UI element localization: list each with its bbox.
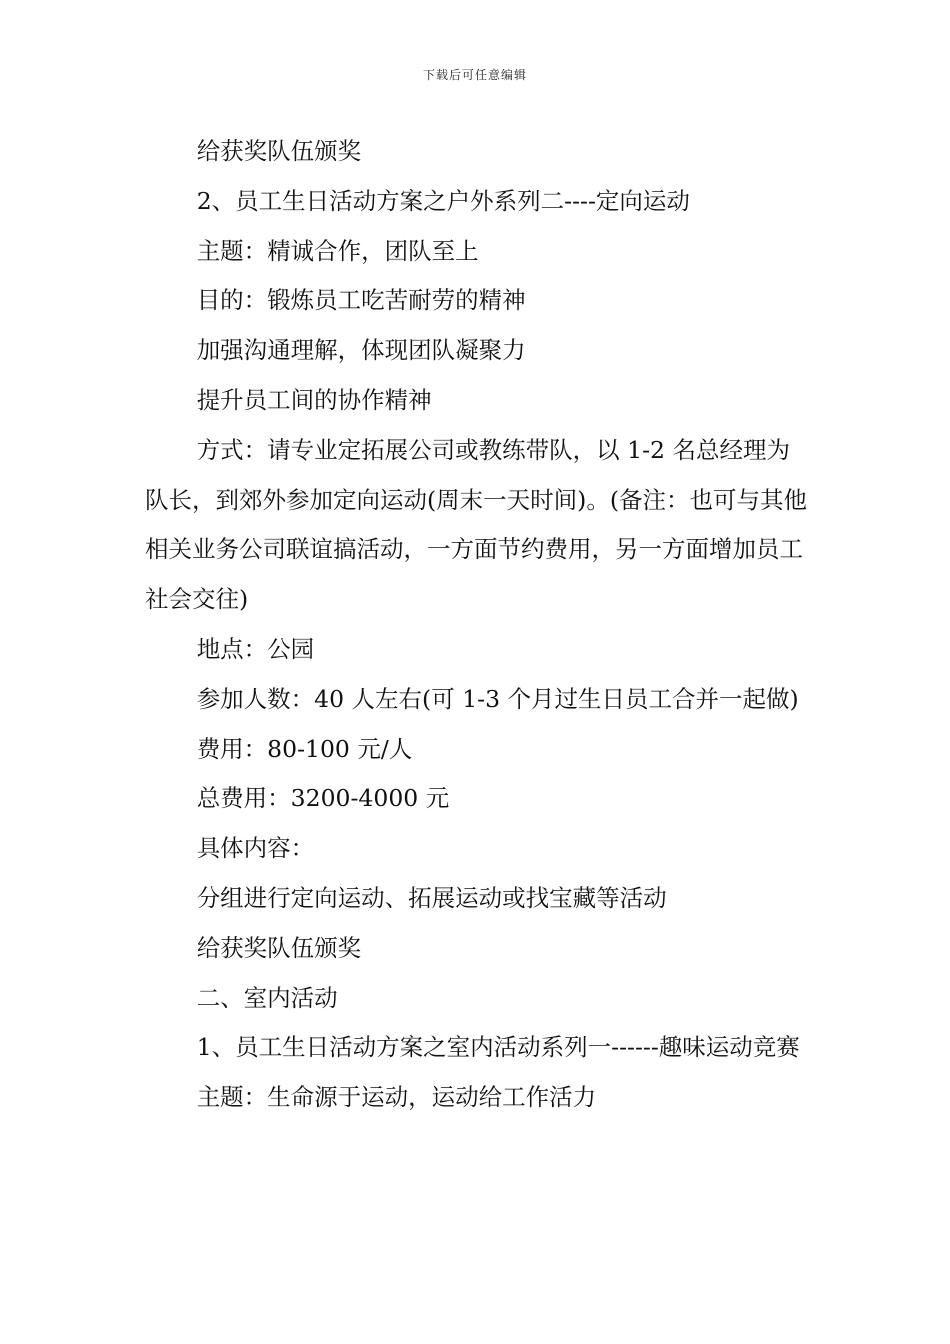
paragraph-award: 给获奖队伍颁奖 (196, 137, 362, 165)
paragraph-location: 地点：公园 (196, 634, 315, 663)
paragraph-cost: 费用：80-100 元/人 (196, 734, 413, 763)
paragraph-cooperation: 提升员工间的协作精神 (196, 385, 432, 414)
paragraph-indoor-theme: 主题：生命源于运动，运动给工作活力 (196, 1083, 597, 1112)
paragraph-method: 方式：请专业定拓展公司或教练带队，以 1-2 名总经理为队长，到郊外参加定向运动(周末一天时间)。(备注：也可与其他相关业务公司联谊搞活动，一方面节约费用，另一方面增加员工社会交往) (145, 435, 808, 614)
document-body (145, 127, 810, 1123)
paragraph-theme: 主题：精诚合作，团队至上 (196, 236, 479, 265)
paragraph-total-cost: 总费用：3200-4000 元 (196, 784, 450, 813)
paragraph-communication: 加强沟通理解，体现团队凝聚力 (196, 336, 526, 365)
paragraph-participants: 参加人数：40 人左右(可 1-3 个月过生日员工合并一起做) (196, 684, 799, 713)
page-header: 下载后可任意编辑 (422, 68, 527, 82)
paragraph-outdoor-series-two: 2、员工生日活动方案之户外系列二----定向运动 (196, 186, 690, 215)
paragraph-content-heading: 具体内容： (196, 834, 315, 863)
paragraph-indoor-heading: 二、室内活动 (196, 983, 338, 1012)
paragraph-award-2: 给获奖队伍颁奖 (196, 933, 362, 962)
paragraph-indoor-series-one: 1、员工生日活动方案之室内活动系列一------趣味运动竞赛 (196, 1033, 800, 1062)
paragraph-purpose: 目的：锻炼员工吃苦耐劳的精神 (196, 286, 526, 315)
paragraph-activities: 分组进行定向运动、拓展运动或找宝藏等活动 (196, 883, 667, 912)
